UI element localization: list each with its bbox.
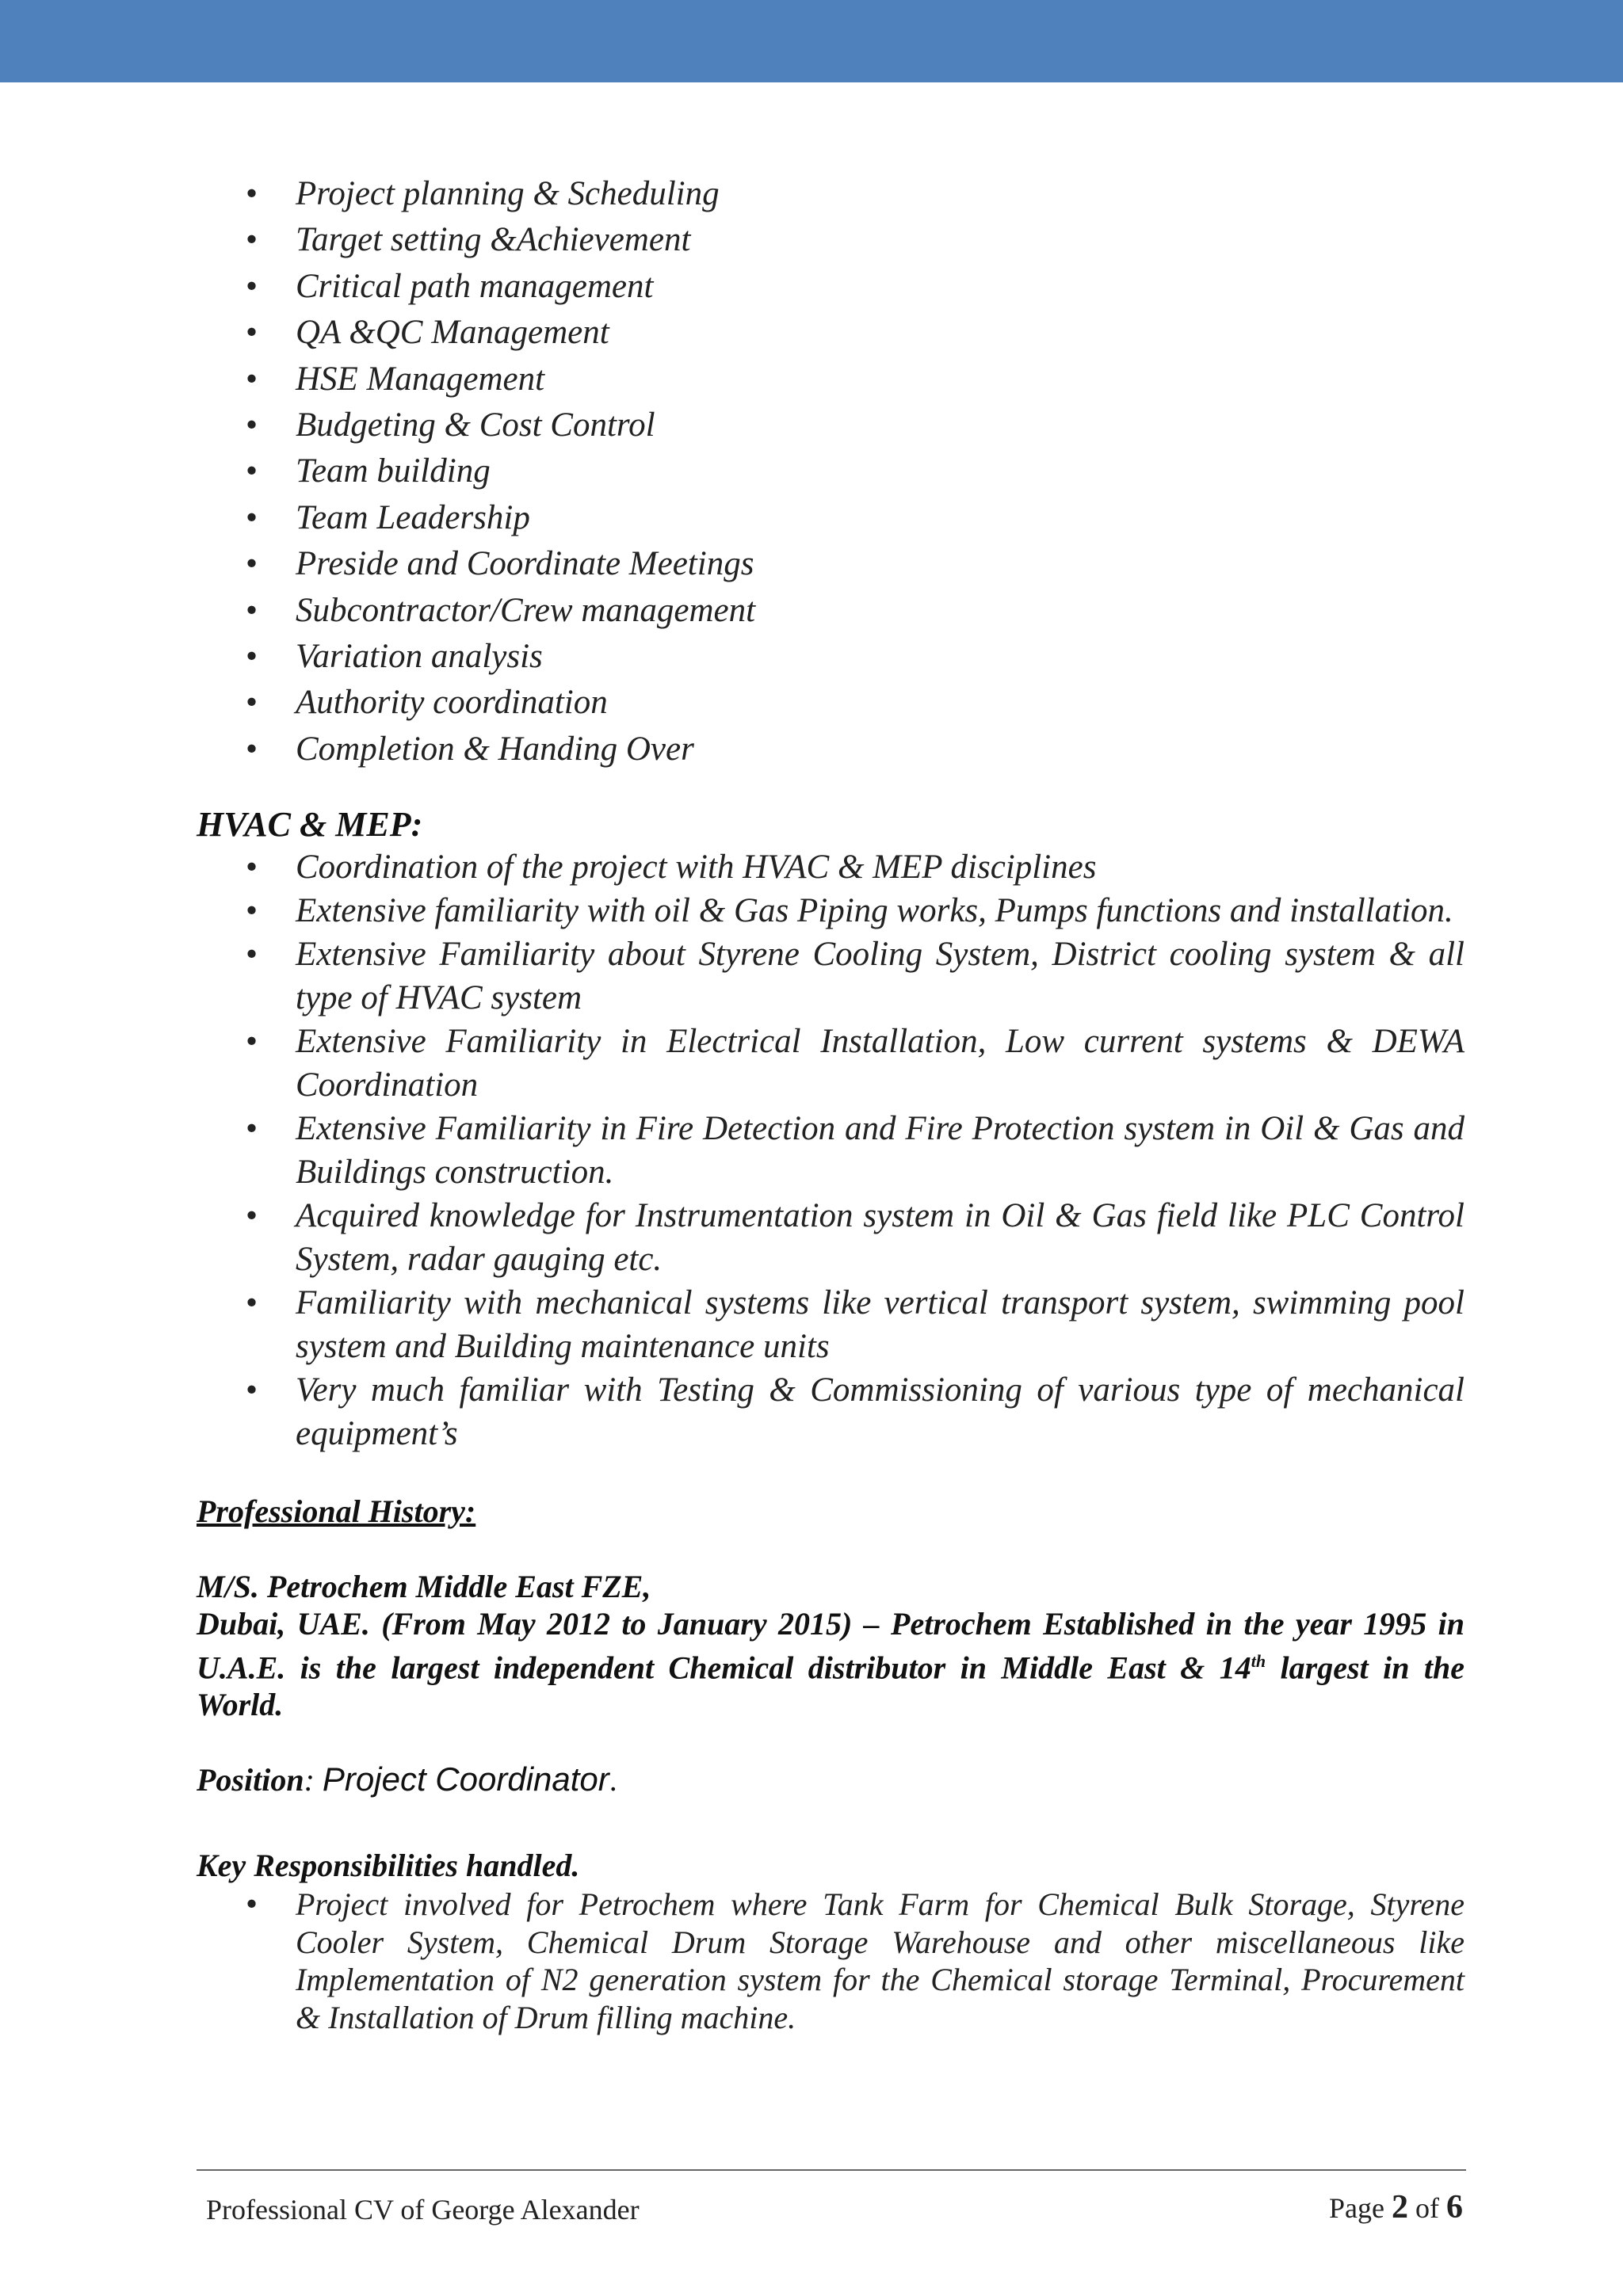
- bullet-icon: •: [246, 1284, 258, 1322]
- list-item-text: Very much familiar with Testing & Commissioning of various type of mechanical equipment’s: [296, 1371, 1465, 1453]
- list-item: [197, 933, 1465, 1020]
- company-description-tail: largest in the World.: [197, 1650, 1465, 1723]
- list-item: [197, 402, 1465, 448]
- position-role: Project Coordinator: [322, 1760, 609, 1798]
- header-bar: [0, 0, 1623, 82]
- list-item-text: Target setting &Achievement: [296, 221, 691, 259]
- list-item-text: Familiarity with mechanical systems like vertical transport system, swimming pool system and Building maintenance units: [296, 1284, 1465, 1366]
- company-block: [197, 1568, 1465, 1723]
- list-item: [197, 448, 1465, 494]
- bullet-icon: •: [246, 591, 258, 629]
- page-word: Page: [1329, 2192, 1392, 2224]
- page-content: [197, 171, 1465, 2036]
- list-item-text: Preside and Coordinate Meetings: [296, 545, 754, 583]
- list-item: [197, 1281, 1465, 1368]
- list-item: [197, 495, 1465, 541]
- page-current: 2: [1392, 2189, 1408, 2225]
- bullet-icon: •: [246, 267, 258, 305]
- list-item: [197, 1886, 1465, 2036]
- bullet-icon: •: [246, 684, 258, 722]
- list-item: [197, 171, 1465, 217]
- page-footer: [197, 2169, 1466, 2225]
- bullet-icon: •: [246, 314, 258, 352]
- responsibilities-list: [197, 1886, 1465, 2036]
- list-item-text: Budgeting & Cost Control: [296, 406, 655, 444]
- bullet-icon: •: [246, 1886, 258, 1924]
- bullet-icon: •: [246, 1023, 258, 1061]
- list-item: [197, 541, 1465, 587]
- bullet-icon: •: [246, 730, 258, 768]
- list-item-text: Extensive Familiarity in Electrical Installation, Low current systems & DEWA Coordination: [296, 1023, 1465, 1104]
- list-item: [197, 634, 1465, 680]
- of-word: of: [1408, 2192, 1446, 2224]
- bullet-icon: •: [246, 545, 258, 583]
- list-item: [197, 1368, 1465, 1455]
- company-description-text: Dubai, UAE. (From May 2012 to January 2015) – Petrochem Established in the year 1995 in U.A.E. is the largest independent Chemical distributor in Middle East & 14: [197, 1606, 1465, 1686]
- bullet-icon: •: [246, 936, 258, 974]
- list-item: [197, 357, 1465, 402]
- list-item-text: Team Leadership: [296, 498, 530, 536]
- list-item: [197, 588, 1465, 634]
- list-item: [197, 1107, 1465, 1194]
- list-item: [197, 264, 1465, 310]
- page-total: 6: [1446, 2189, 1463, 2225]
- bullet-icon: •: [246, 452, 258, 490]
- list-item-text: Project planning & Scheduling: [296, 175, 720, 212]
- skills-list: [197, 171, 1465, 772]
- bullet-icon: •: [246, 892, 258, 930]
- position-separator: :: [304, 1762, 323, 1798]
- company-name: M/S. Petrochem Middle East FZE,: [197, 1569, 651, 1605]
- list-item: [197, 310, 1465, 356]
- bullet-icon: •: [246, 1110, 258, 1148]
- position-end: .: [609, 1762, 617, 1798]
- list-item-text: Project involved for Petrochem where Tank Farm for Chemical Bulk Storage, Styrene Cooler System, Chemical Drum Storage Warehouse and other miscellaneous like Implementation of N2 generation system for the Chemical storage Terminal, Procurement & Installation of Drum filling machine.: [296, 1886, 1465, 2035]
- list-item-text: Team building: [296, 452, 491, 490]
- bullet-icon: •: [246, 175, 258, 212]
- professional-history-heading: Professional History:: [197, 1493, 476, 1530]
- list-item-text: Extensive familiarity with oil & Gas Piping works, Pumps functions and installation.: [296, 892, 1453, 930]
- bullet-icon: •: [246, 1197, 258, 1235]
- list-item: [197, 889, 1465, 933]
- list-item-text: Subcontractor/Crew management: [296, 591, 756, 629]
- list-item-text: Acquired knowledge for Instrumentation system in Oil & Gas field like PLC Control System, radar gauging etc.: [296, 1197, 1465, 1279]
- page-number: [1329, 2188, 1463, 2226]
- position-label: Position: [197, 1762, 304, 1798]
- bullet-icon: •: [246, 406, 258, 444]
- bullet-icon: •: [246, 221, 258, 259]
- key-responsibilities-heading: Key Responsibilities handled.: [197, 1848, 580, 1884]
- list-item: [197, 217, 1465, 263]
- bullet-icon: •: [246, 1371, 258, 1409]
- hvac-list: [197, 845, 1465, 1455]
- bullet-icon: •: [246, 360, 258, 398]
- list-item-text: Variation analysis: [296, 637, 543, 675]
- list-item-text: Extensive Familiarity in Fire Detection and Fire Protection system in Oil & Gas and Buildings construction.: [296, 1110, 1465, 1192]
- list-item-text: Critical path management: [296, 267, 654, 305]
- list-item-text: HSE Management: [296, 360, 545, 398]
- bullet-icon: •: [246, 849, 258, 887]
- hvac-heading: HVAC & MEP:: [197, 805, 423, 845]
- list-item-text: Extensive Familiarity about Styrene Cooling System, District cooling system & all type of HVAC system: [296, 936, 1465, 1017]
- list-item-text: Authority coordination: [296, 684, 608, 722]
- list-item-text: QA &QC Management: [296, 314, 609, 352]
- list-item: [197, 1194, 1465, 1281]
- company-description: [197, 1605, 1465, 1723]
- list-item-text: Coordination of the project with HVAC & MEP disciplines: [296, 849, 1097, 887]
- bullet-icon: •: [246, 498, 258, 536]
- list-item: [197, 1020, 1465, 1107]
- list-item-text: Completion & Handing Over: [296, 730, 694, 768]
- ordinal-suffix: th: [1251, 1651, 1266, 1672]
- bullet-icon: •: [246, 637, 258, 675]
- list-item: [197, 727, 1465, 772]
- footer-title: Professional CV of George Alexander: [206, 2194, 640, 2225]
- list-item: [197, 845, 1465, 889]
- position-line: [197, 1760, 1465, 1800]
- list-item: [197, 680, 1465, 726]
